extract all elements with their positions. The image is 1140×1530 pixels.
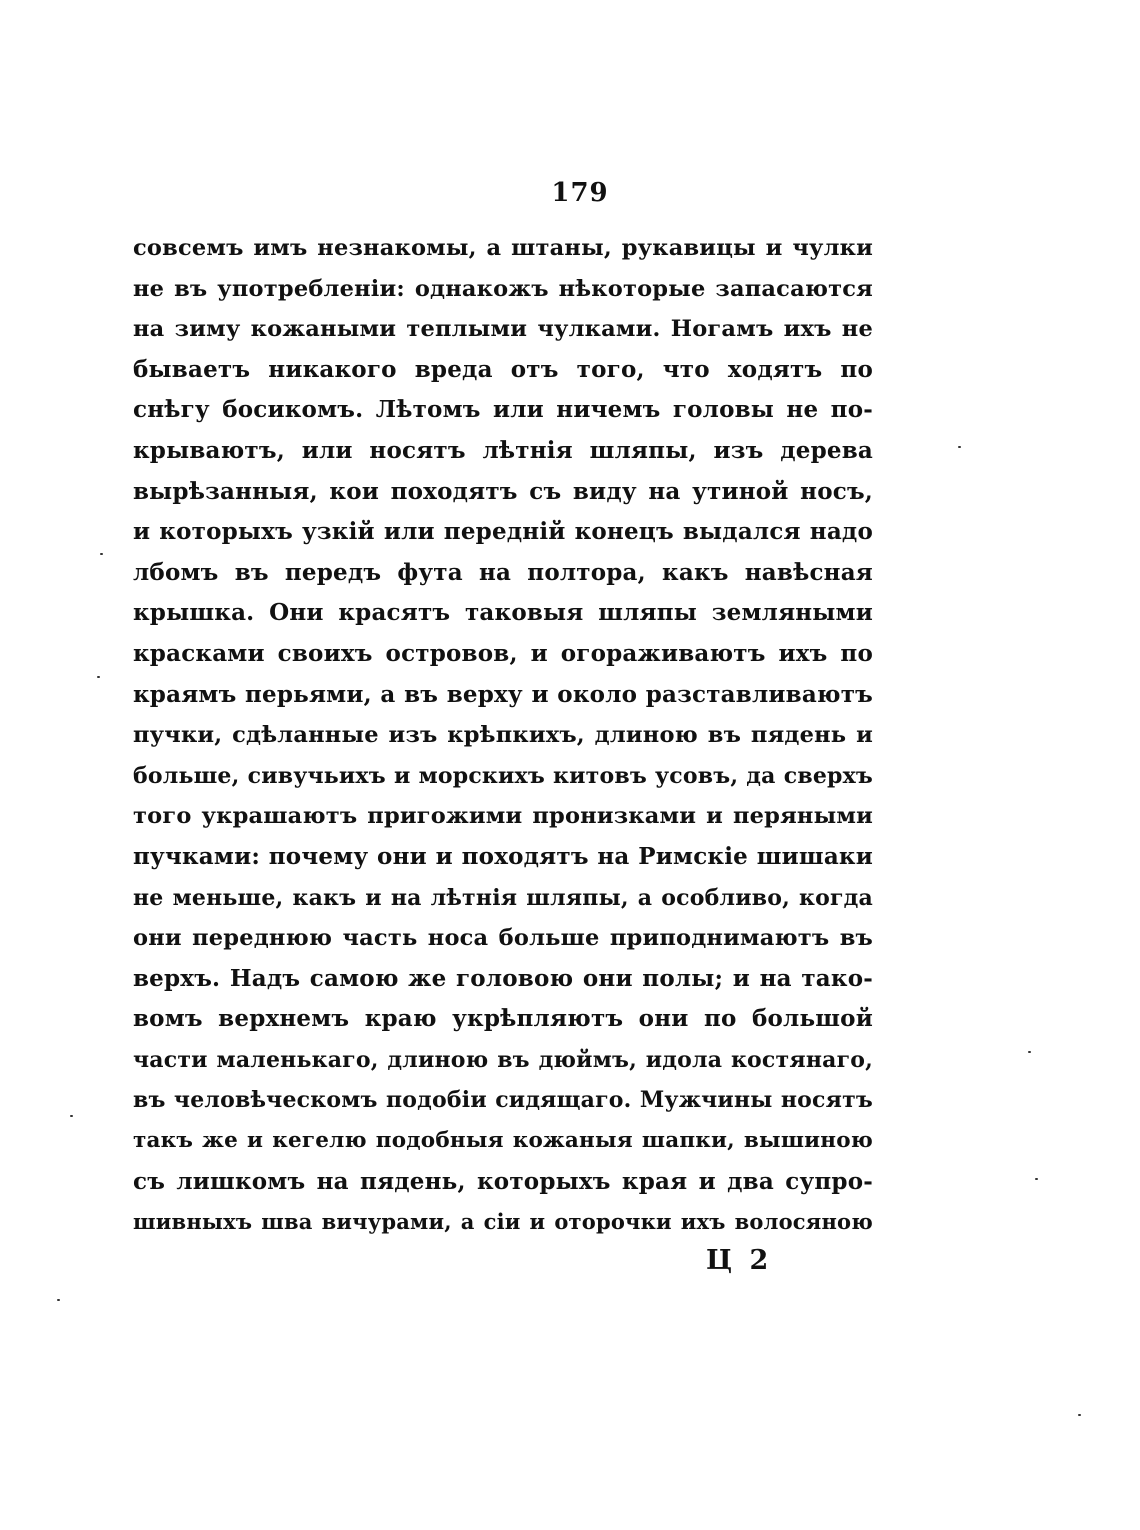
scan-speck (70, 1115, 73, 1117)
text-line: такъ же и кегелю подобныя кожаныя шапки, вышиною (133, 1128, 873, 1154)
text-line: вырѣзанныя, кои походятъ съ виду на утиной носъ, (133, 477, 873, 505)
text-line: краямъ перьями, а въ верху и около разставливаютъ (133, 680, 873, 708)
scan-speck (57, 1299, 60, 1301)
scan-speck (1028, 1051, 1031, 1053)
text-line: части маленькаго, длиною въ дюймъ, идола костянаго, (133, 1046, 873, 1073)
text-line: они переднюю часть носа больше приподнимаютъ въ (133, 925, 873, 952)
text-line: бываетъ никакого вреда отъ того, что ходятъ по (133, 355, 873, 383)
text-line: на зиму кожаными теплыми чулками. Ногамъ ихъ не (133, 316, 873, 343)
body-text (133, 228, 873, 1243)
text-line: съ лишкомъ на пядень, которыхъ края и два супро- (133, 1167, 873, 1195)
text-line: красками своихъ островов, и огораживаютъ ихъ по (133, 639, 873, 667)
text-line: крышка. Они красятъ таковыя шляпы земляными (133, 599, 873, 627)
text-line: и которыхъ узкій или передній конецъ выдался надо (133, 518, 873, 546)
scan-speck (1078, 1414, 1081, 1416)
scan-speck (97, 676, 100, 678)
text-line: больше, сивучьихъ и морскихъ китовъ усовъ, да сверхъ (133, 762, 873, 789)
scan-speck (958, 446, 961, 448)
signature-mark: Ц 2 (706, 1245, 773, 1276)
scan-speck (100, 553, 103, 555)
text-line: пучками: почему они и походятъ на Римскіе шишаки (133, 842, 873, 870)
text-line: вомъ верхнемъ краю укрѣпляютъ они по большой (133, 1005, 873, 1033)
scan-speck (1035, 1178, 1038, 1180)
text-line: совсемъ имъ незнакомы, а штаны, рукавицы и чулки (133, 235, 873, 261)
text-line: не меньше, какъ и на лѣтнія шляпы, а особливо, когда (133, 884, 873, 911)
text-line: крываютъ, или носятъ лѣтнія шляпы, изъ дерева (133, 436, 873, 464)
text-line: шивныхъ шва вичурами, а сіи и оторочки ихъ волосяною (133, 1209, 873, 1235)
text-line: того украшаютъ пригожими пронизками и перяными (133, 803, 873, 830)
page-number: 179 (551, 178, 609, 208)
text-line: верхъ. Надъ самою же головою они полы; и на тако- (133, 964, 873, 992)
text-line: лбомъ въ передъ фута на полтора, какъ навѣсная (133, 558, 873, 586)
text-line: пучки, сдѣланные изъ крѣпкихъ, длиною въ пядень и (133, 722, 873, 749)
text-line: не въ употребленіи: однакожъ нѣкоторые запасаются (133, 275, 873, 302)
text-line: въ человѣческомъ подобіи сидящаго. Мужчины носятъ (133, 1087, 873, 1114)
text-line: снѣгу босикомъ. Лѣтомъ или ничемъ головы не по- (133, 396, 873, 424)
